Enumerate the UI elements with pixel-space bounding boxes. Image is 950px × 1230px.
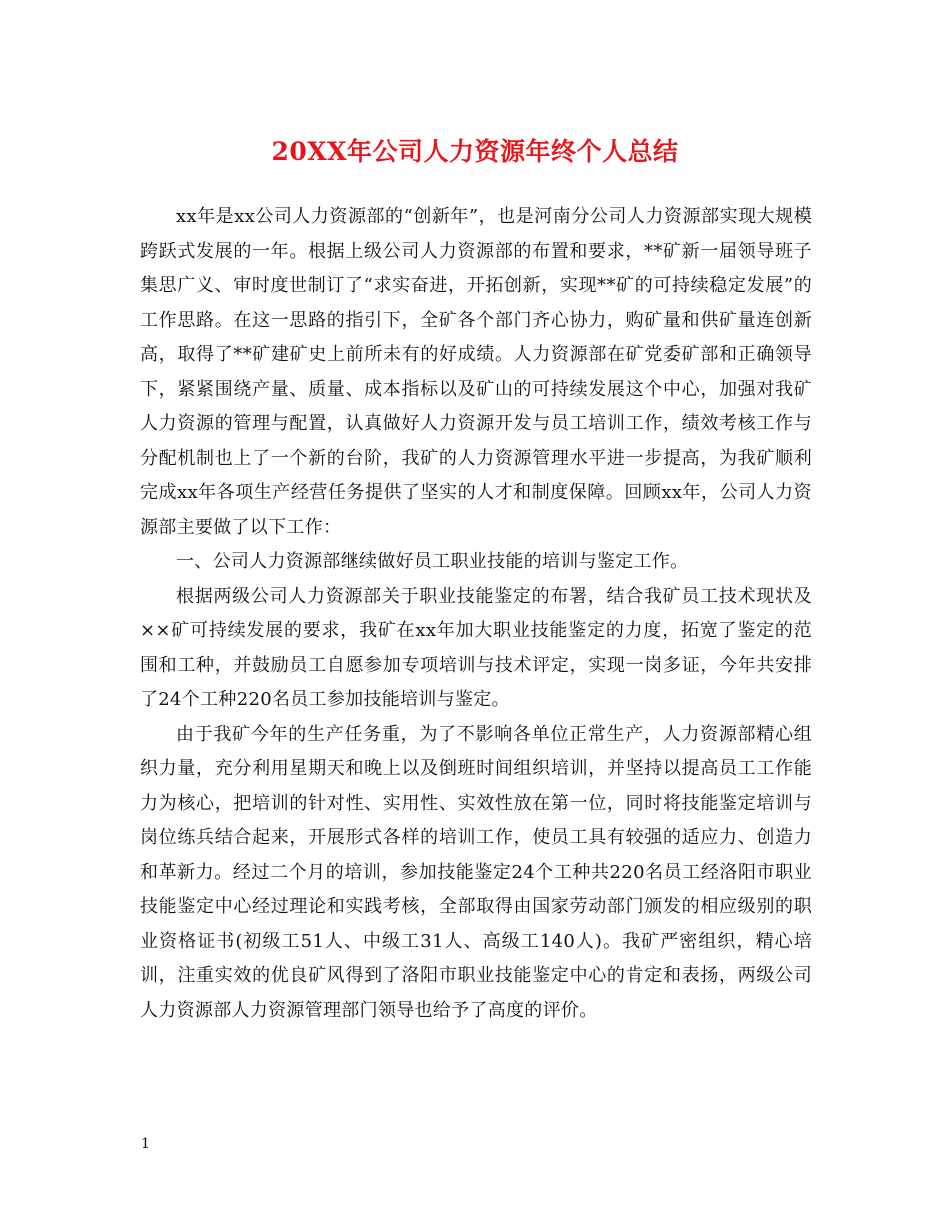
document-title: 20XX年公司人力资源年终个人总结: [271, 137, 679, 166]
paragraph-skill-appraisal: 根据两级公司人力资源部关于职业技能鉴定的布署，结合我矿员工技术现状及××矿可持续发展的要求，我矿在xx年加大职业技能鉴定的力度，拓宽了鉴定的范围和工种，并鼓励员工自愿参加专项培训与技术评定，实现一岗多证，今年共安排了24个工种220名员工参加技能培训与鉴定。: [140, 585, 812, 710]
paragraph-training: 由于我矿今年的生产任务重，为了不影响各单位正常生产，人力资源部精心组织力量，充分利用星期天和晚上以及倒班时间组织培训，并坚持以提高员工工作能力为核心，把培训的针对性、实用性、实效性放在第一位，同时将技能鉴定培训与岗位练兵结合起来，开展形式各样的培训工作，使员工具有较强的适应力、创造力和革新力。经过二个月的培训，参加技能鉴定24个工种共220名员工经洛阳市职业技能鉴定中心经过理论和实践考核，全部取得由国家劳动部门颁发的相应级别的职业资格证书(初级工51人、中级工31人、高级工140人)。我矿严密组织，精心培训，注重实效的优良矿风得到了洛阳市职业技能鉴定中心的肯定和表扬，两级公司人力资源部人力资源管理部门领导也给予了高度的评价。: [140, 723, 812, 1021]
document-body: [140, 200, 812, 1028]
paragraph-intro: xx年是xx公司人力资源部的“创新年”，也是河南分公司人力资源部实现大规模跨跃式发展的一年。根据上级公司人力资源部的布置和要求，**矿新一届领导班子集思广义、审时度世制订了“求实奋进，开拓创新，实现**矿的可持续稳定发展”的工作思路。在这一思路的指引下，全矿各个部门齐心协力，购矿量和供矿量连创新高，取得了**矿建矿史上前所未有的好成绩。人力资源部在矿党委矿部和正确领导下，紧紧围绕产量、质量、成本指标以及矿山的可持续发展这个中心，加强对我矿人力资源的管理与配置，认真做好人力资源开发与员工培训工作，绩效考核工作与分配机制也上了一个新的台阶，我矿的人力资源管理水平进一步提高，为我矿顺利完成xx年各项生产经营任务提供了坚实的人才和制度保障。回顾xx年，公司人力资源部主要做了以下工作：: [140, 206, 812, 538]
page-number: 1: [141, 1136, 150, 1152]
paragraph-section-heading: 一、公司人力资源部继续做好员工职业技能的培训与鉴定工作。: [176, 551, 689, 572]
